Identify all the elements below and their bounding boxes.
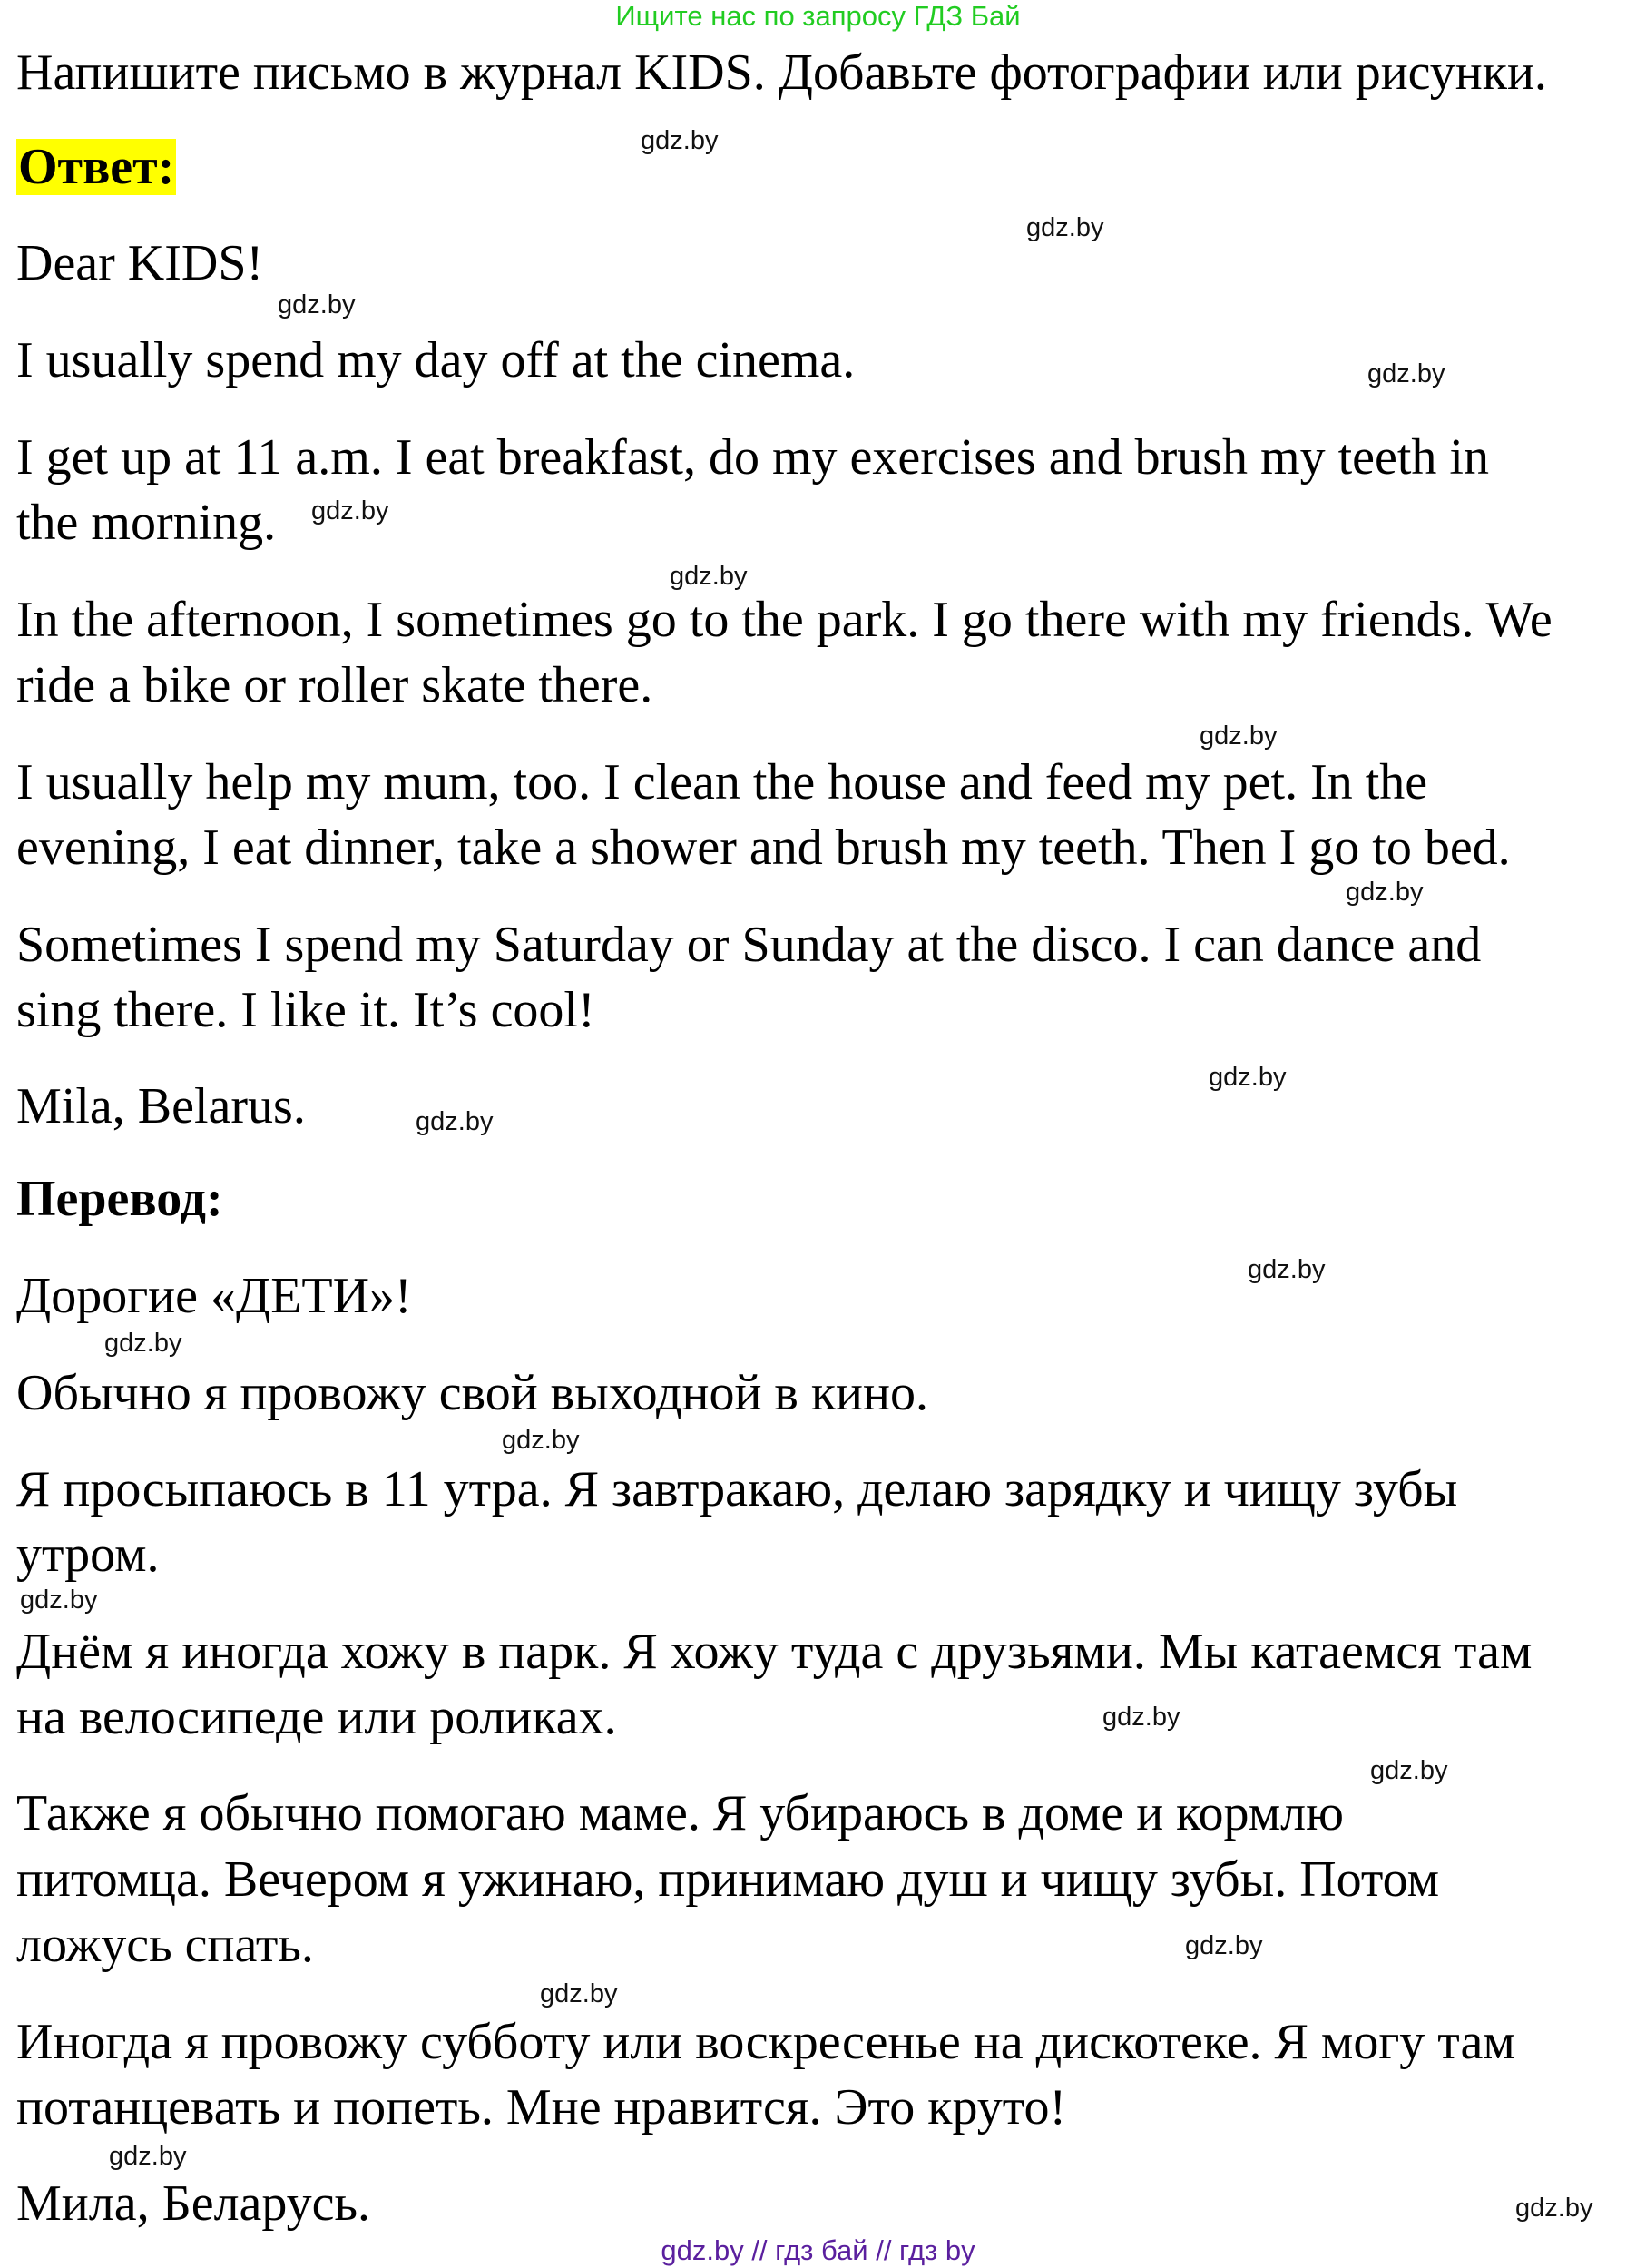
watermark: gdz.by xyxy=(1209,1063,1287,1092)
watermark: gdz.by xyxy=(278,290,356,319)
watermark: gdz.by xyxy=(1185,1931,1263,1960)
watermark: gdz.by xyxy=(1367,359,1445,388)
letter-line: the morning. xyxy=(16,495,277,551)
watermark: gdz.by xyxy=(540,1979,618,2008)
watermark: gdz.by xyxy=(1200,722,1278,751)
translation-line: Также я обычно помогаю маме. Я убираюсь в доме и кормлю xyxy=(16,1785,1344,1841)
letter-line: Dear KIDS! xyxy=(16,235,264,291)
letter-line: evening, I eat dinner, take a shower and brush my teeth. Then I go to bed. xyxy=(16,820,1511,876)
watermark: gdz.by xyxy=(1370,1756,1448,1785)
footer-links: gdz.by // гдз бай // гдз by xyxy=(661,2234,975,2266)
translation-line: Мила, Беларусь. xyxy=(16,2175,371,2232)
task-title: Напишите письмо в журнал KIDS. Добавьте фотографии или рисунки. xyxy=(16,44,1547,101)
watermark: gdz.by xyxy=(20,1586,98,1615)
letter-line: Mila, Belarus. xyxy=(16,1078,306,1134)
translation-line: ложусь спать. xyxy=(16,1917,314,1973)
watermark: gdz.by xyxy=(1515,2194,1593,2223)
translation-line: Дорогие «ДЕТИ»! xyxy=(16,1268,412,1324)
watermark: gdz.by xyxy=(1248,1255,1326,1284)
letter-line: I usually spend my day off at the cinema. xyxy=(16,332,856,388)
translation-label: Перевод: xyxy=(16,1171,223,1227)
letter-line: Sometimes I spend my Saturday or Sunday at the disco. I can dance and xyxy=(16,917,1482,973)
watermark: gdz.by xyxy=(104,1329,182,1358)
letter-line: sing there. I like it. It’s cool! xyxy=(16,982,595,1038)
answer-label-text: Ответ: xyxy=(18,139,175,195)
watermark: gdz.by xyxy=(641,126,719,155)
watermark: gdz.by xyxy=(109,2142,187,2171)
letter-line: I usually help my mum, too. I clean the house and feed my pet. In the xyxy=(16,754,1428,810)
watermark: gdz.by xyxy=(311,496,389,525)
translation-line: питомца. Вечером я ужинаю, принимаю душ и чищу зубы. Потом xyxy=(16,1851,1439,1908)
watermark: gdz.by xyxy=(502,1426,580,1455)
translation-line: утром. xyxy=(16,1527,160,1583)
letter-line: In the afternoon, I sometimes go to the park. I go there with my friends. We xyxy=(16,592,1553,648)
watermark: gdz.by xyxy=(1346,878,1424,907)
watermark: gdz.by xyxy=(1102,1703,1180,1732)
search-hint-banner: Ищите нас по запросу ГДЗ Бай xyxy=(615,0,1021,32)
watermark: gdz.by xyxy=(670,562,748,591)
translation-line: Обычно я провожу свой выходной в кино. xyxy=(16,1365,928,1421)
translation-line: потанцевать и попеть. Мне нравится. Это круто! xyxy=(16,2079,1067,2135)
letter-line: I get up at 11 a.m. I eat breakfast, do my exercises and brush my teeth in xyxy=(16,429,1489,486)
translation-line: Днём я иногда хожу в парк. Я хожу туда с друзьями. Мы катаемся там xyxy=(16,1624,1533,1680)
translation-line: на велосипеде или роликах. xyxy=(16,1689,617,1745)
answer-label xyxy=(16,138,176,196)
watermark: gdz.by xyxy=(1026,213,1104,242)
watermark: gdz.by xyxy=(416,1107,494,1136)
letter-line: ride a bike or roller skate there. xyxy=(16,657,653,713)
translation-line: Иногда я провожу субботу или воскресенье на дискотеке. Я могу там xyxy=(16,2014,1515,2070)
translation-line: Я просыпаюсь в 11 утра. Я завтракаю, делаю зарядку и чищу зубы xyxy=(16,1461,1458,1517)
